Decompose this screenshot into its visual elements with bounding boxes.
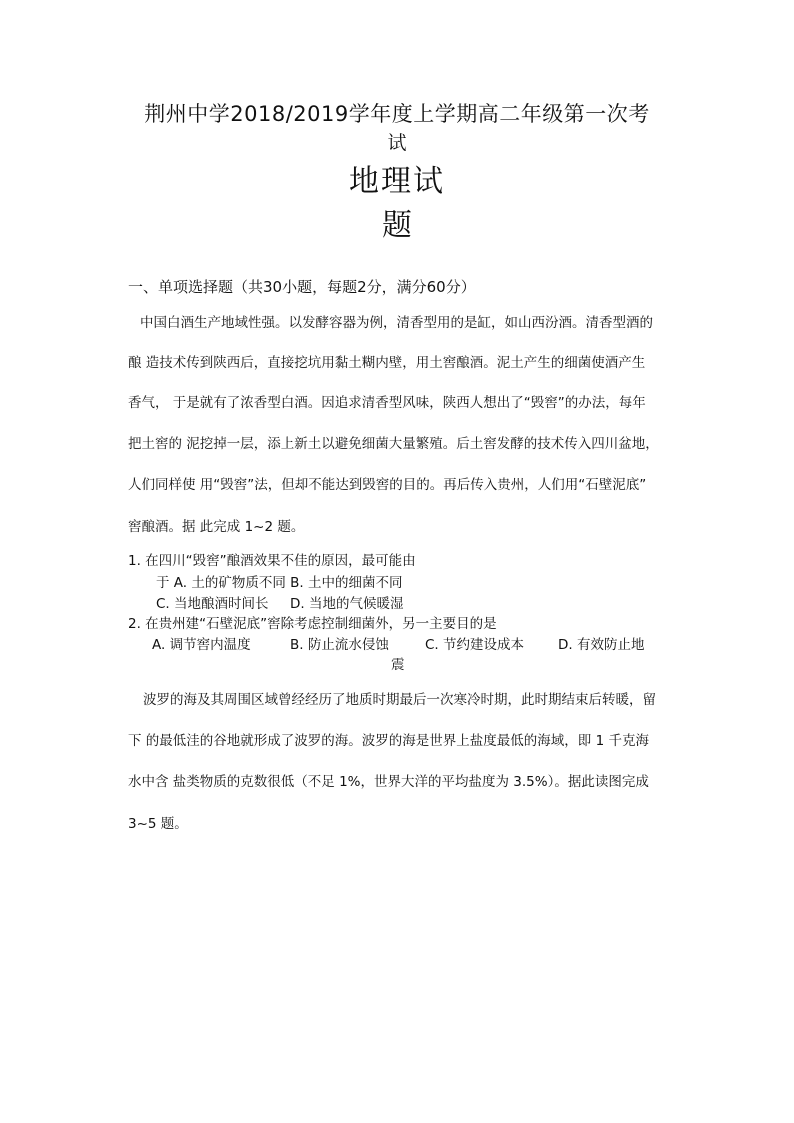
passage1-line: 窖酿酒。据 此完成 1~2 题。 <box>128 519 305 535</box>
passage1-line: 把土窖的 泥挖掉一层，添上新土以避免细菌大量繁殖。后土窖发酵的技术传入四川盆地， <box>128 436 659 452</box>
passage1-line: 香气， 于是就有了浓香型白酒。因追求清香型风味，陕西人想出了“毁窖”的办法，每年 <box>128 395 646 411</box>
subject-title-line1: 地理试 <box>349 164 445 199</box>
question-2-option-d: D. 有效防止地 <box>558 637 645 653</box>
exam-title-line2: 试 <box>387 132 407 154</box>
question-1-option-d: D. 当地的气候暖湿 <box>290 596 404 612</box>
passage2-line: 3~5 题。 <box>128 816 188 832</box>
passage1-line: 人们同样使 用“毁窖”法，但却不能达到毁窖的目的。再后传入贵州，人们用“石壁泥底” <box>128 477 647 493</box>
exam-title-line1: 荆州中学2018/2019学年度上学期高二年级第一次考 <box>144 102 650 126</box>
question-2-option-c: C. 节约建设成本 <box>425 637 525 653</box>
passage1-line: 中国白酒生产地域性强。以发酵容器为例，清香型用的是缸，如山西汾酒。清香型酒的 <box>140 315 653 331</box>
passage2-line: 下 的最低洼的谷地就形成了波罗的海。波罗的海是世界上盐度最低的海域，即 1 千克海 <box>128 733 649 749</box>
question-2-stem: 2. 在贵州建“石壁泥底”窖除考虑控制细菌外，另一主要目的是 <box>128 616 497 632</box>
question-1-stem: 1. 在四川“毁窖”酿酒效果不佳的原因，最可能由 <box>128 553 416 569</box>
passage2-line: 波罗的海及其周围区域曾经经历了地质时期最后一次寒冷时期，此时期结束后转暖，留 <box>143 692 656 708</box>
passage1-line: 酿 造技术传到陕西后，直接挖坑用黏土糊内壁，用土窖酿酒。泥土产生的细菌使酒产生 <box>128 355 646 371</box>
subject-title-line2: 题 <box>382 208 412 243</box>
passage2-line: 水中含 盐类物质的克数很低（不足 1%，世界大洋的平均盐度为 3.5%）。据此读图完成 <box>128 774 649 790</box>
section-heading: 一、单项选择题（共30小题，每题2分，满分60分） <box>128 278 476 296</box>
question-1-line2: 于 A. 土的矿物质不同 B. 土中的细菌不同 <box>156 575 403 591</box>
question-2-option-a: A. 调节窖内温度 <box>152 637 251 653</box>
question-2-option-b: B. 防止流水侵蚀 <box>290 637 389 653</box>
question-2-option-d-continued: 震 <box>391 657 405 673</box>
question-1-option-c: C. 当地酿酒时间长 <box>156 596 269 612</box>
